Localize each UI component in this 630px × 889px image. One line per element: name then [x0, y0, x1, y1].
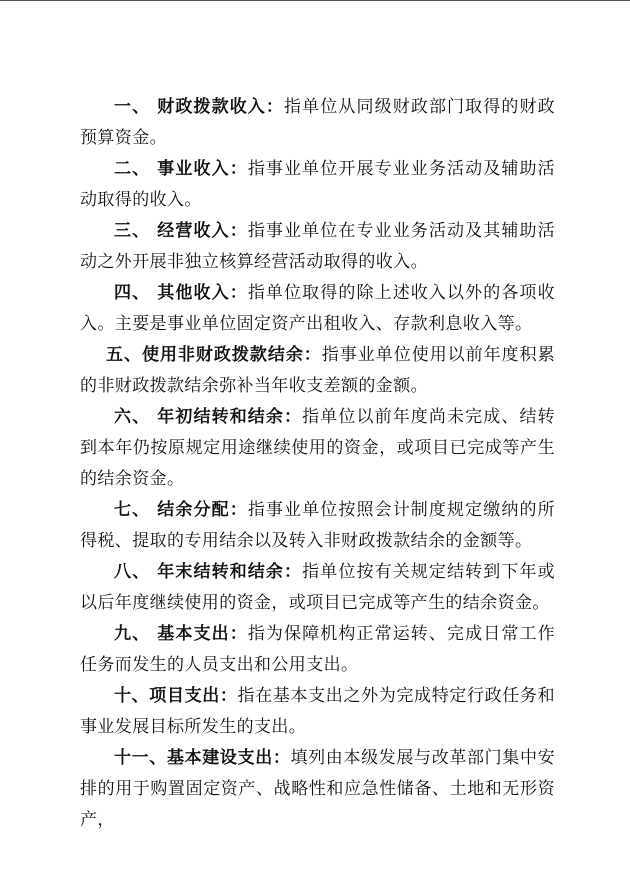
- definition-item-5: [80, 340, 555, 402]
- definition-term: 一、 财政拨款收入：: [114, 97, 285, 117]
- definition-term: 二、 事业收入：: [114, 159, 248, 179]
- definition-text: 填列由本级发展与改革部门集中安排的用于购置固定资产、战略性和应急性储备、土地和无形资产，: [80, 748, 555, 830]
- definition-text: 指事业单位按照会计制度规定缴纳的所得税、提取的专用结余以及转入非财政拨款结余的金额等。: [80, 500, 555, 551]
- definition-item-10: [80, 681, 555, 743]
- definition-item-8: [80, 557, 555, 619]
- definition-term: 三、 经营收入：: [114, 221, 248, 241]
- definition-text: 指事业单位在专业业务活动及其辅助活动之外开展非独立核算经营活动取得的收入。: [80, 221, 555, 272]
- definition-text: 指在基本支出之外为完成特定行政任务和事业发展目标所发生的支出。: [80, 686, 555, 737]
- definitions-body: [80, 92, 555, 836]
- definition-text: 指为保障机构正常运转、完成日常工作任务而发生的人员支出和公用支出。: [80, 624, 555, 675]
- definition-text: 指单位按有关规定结转到下年或以后年度继续使用的资金，或项目已完成等产生的结余资金。: [80, 562, 555, 613]
- definition-item-3: [80, 216, 555, 278]
- definition-term: 九、 基本支出：: [114, 624, 248, 644]
- page-top-border: [0, 0, 630, 1]
- definition-term: 七、 结余分配：: [114, 500, 248, 520]
- definition-text: 指单位以前年度尚未完成、结转到本年仍按原规定用途继续使用的资金，或项目已完成等产生的结余资金。: [80, 407, 555, 489]
- definition-item-2: [80, 154, 555, 216]
- definition-text: 指单位取得的除上述收入以外的各项收入。主要是事业单位固定资产出租收入、存款利息收入等。: [80, 283, 555, 334]
- definition-text: 指事业单位开展专业业务活动及辅助活动取得的收入。: [80, 159, 555, 210]
- definition-term: 十、项目支出：: [114, 686, 238, 706]
- definition-text: 指事业单位使用以前年度积累的非财政拨款结余弥补当年收支差额的金额。: [80, 345, 555, 396]
- definition-item-7: [80, 495, 555, 557]
- definition-term: 十一、基本建设支出：: [114, 748, 291, 768]
- definition-item-9: [80, 619, 555, 681]
- definition-term: 六、 年初结转和结余：: [114, 407, 303, 427]
- definition-item-11: [80, 743, 555, 836]
- definition-item-4: [80, 278, 555, 340]
- definition-item-1: [80, 92, 555, 154]
- definition-text: 指单位从同级财政部门取得的财政预算资金。: [80, 97, 556, 148]
- definition-term: 八、 年末结转和结余：: [114, 562, 303, 582]
- definition-item-6: [80, 402, 555, 495]
- definition-term: 五、使用非财政拨款结余：: [106, 345, 322, 365]
- definition-term: 四、 其他收入：: [114, 283, 248, 303]
